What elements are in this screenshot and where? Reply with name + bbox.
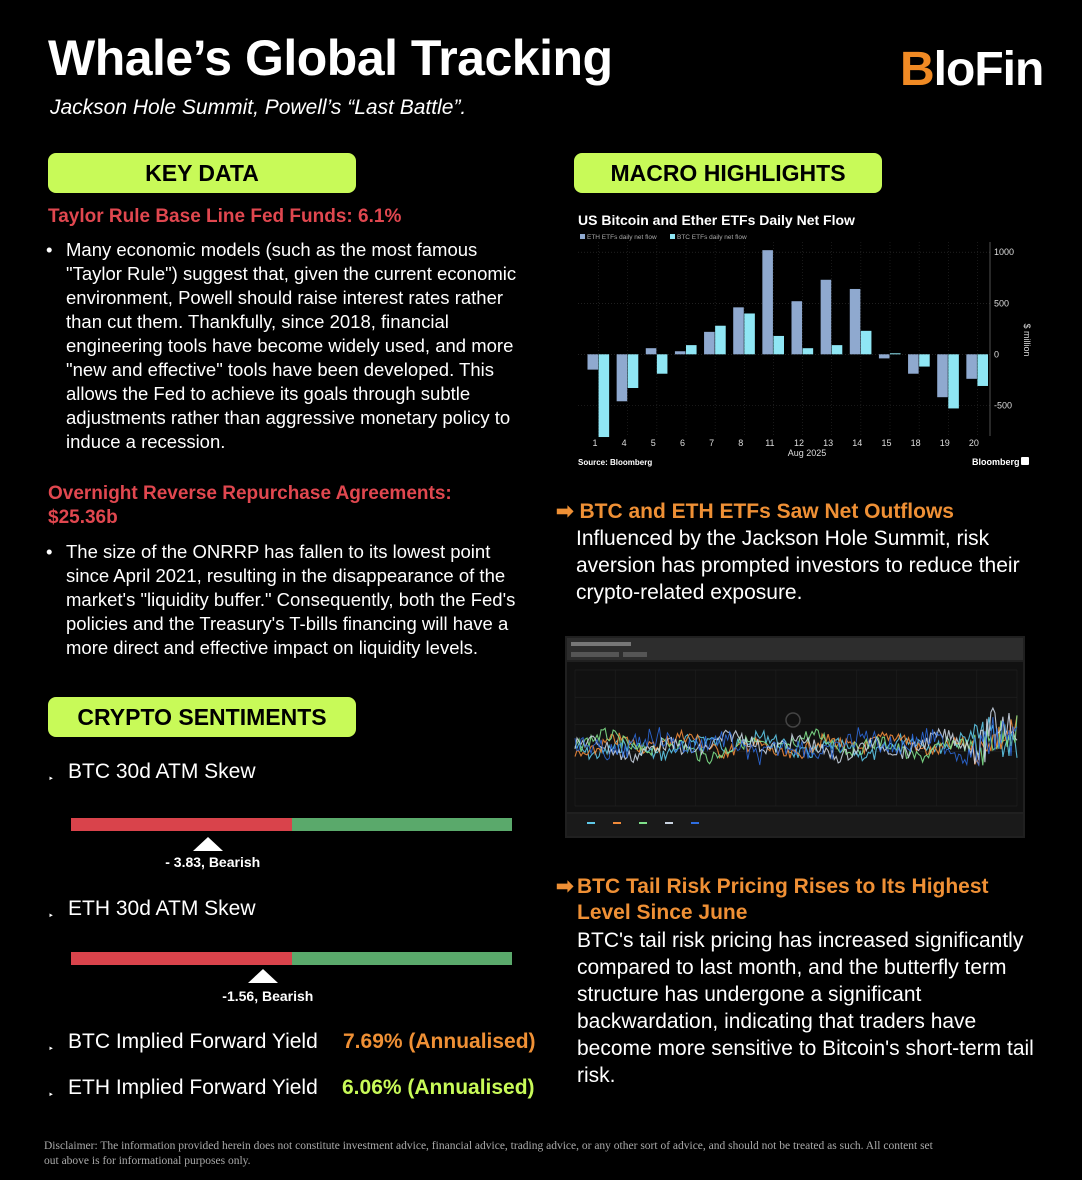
gauge-bullish-segment	[292, 818, 513, 831]
bar-btc	[948, 354, 959, 408]
bar-btc	[890, 353, 901, 354]
bullet-triangle: ‣	[48, 774, 54, 785]
btc-skew-value: - 3.83, Bearish	[165, 854, 261, 870]
page-title: Whale’s Global Tracking	[48, 30, 613, 86]
bar-eth	[937, 354, 948, 397]
bar-btc	[599, 354, 610, 437]
btc-skew-marker	[193, 837, 223, 851]
toolbar-title-placeholder[interactable]	[571, 642, 631, 646]
news1-heading: BTC and ETH ETFs Saw Net Outflows	[579, 500, 954, 523]
bar-eth	[704, 332, 715, 354]
chart-source: Source: Bloomberg	[578, 458, 653, 467]
bar-btc	[773, 336, 784, 354]
blofin-logo	[900, 40, 1043, 100]
bullet-dot: •	[46, 541, 53, 562]
y-tick-label: -500	[994, 400, 1013, 411]
legend-label: BTC ETFs daily net flow	[677, 234, 747, 241]
legend-swatch	[613, 822, 621, 824]
eth-yield-row	[48, 1075, 318, 1101]
eth-skew-marker	[248, 969, 278, 983]
news1-text: Influenced by the Jackson Hole Summit, risk aversion has prompted investors to reduce their crypto-related exposure.	[576, 527, 1020, 604]
etf-flow-chart	[572, 200, 1032, 472]
bar-eth	[879, 354, 890, 358]
x-tick-label: 18	[910, 438, 921, 448]
x-tick-label: 6	[679, 438, 685, 448]
key-data-label: KEY DATA	[48, 153, 356, 193]
bar-eth	[587, 354, 598, 369]
macro-highlights-label: MACRO HIGHLIGHTS	[574, 153, 882, 193]
eth-skew-gauge	[71, 952, 512, 1004]
volatility-chart	[565, 636, 1025, 838]
chart-y-axis-label: $ million	[1022, 323, 1032, 357]
legend-label: ETH ETFs daily net flow	[587, 234, 657, 241]
logo-text: loFin	[933, 43, 1044, 96]
onrrp-heading: Overnight Reverse Repurchase Agreements: $25.36b	[48, 483, 452, 528]
x-tick-label: 7	[709, 438, 715, 448]
btc-yield-row	[48, 1029, 318, 1055]
crypto-sentiments-label: CRYPTO SENTIMENTS	[48, 697, 356, 737]
legend-swatch	[639, 822, 647, 824]
bar-btc	[657, 354, 668, 373]
bar-eth	[908, 354, 919, 373]
btc-yield-value: 7.69% (Annualised)	[343, 1030, 536, 1053]
x-tick-label: 13	[823, 438, 834, 448]
bar-eth	[646, 348, 657, 354]
news2-heading: BTC Tail Risk Pricing Rises to Its Highest Level Since June	[577, 875, 989, 924]
toolbar-control[interactable]	[595, 652, 619, 657]
arrow-icon: ➡	[556, 875, 574, 898]
gauge-bearish-segment	[71, 818, 292, 831]
bar-eth	[675, 351, 686, 354]
arrow-icon: ➡	[556, 500, 574, 523]
page-subtitle: Jackson Hole Summit, Powell’s “Last Battle”.	[50, 96, 467, 119]
legend-swatch	[580, 234, 585, 239]
bar-btc	[628, 354, 639, 388]
y-tick-label: 0	[994, 349, 1000, 360]
bar-eth	[791, 301, 802, 354]
x-tick-label: 8	[738, 438, 744, 448]
eth-skew-label-row	[48, 896, 256, 922]
eth-yield-label: ETH Implied Forward Yield	[68, 1076, 318, 1099]
chart-title: US Bitcoin and Ether ETFs Daily Net Flow	[578, 212, 855, 228]
bloomberg-icon	[1021, 457, 1029, 465]
bar-eth	[733, 307, 744, 354]
x-tick-label: 11	[765, 438, 775, 448]
y-tick-label: 1000	[994, 247, 1015, 258]
x-tick-label: 5	[650, 438, 656, 448]
bloomberg-brand: Bloomberg	[972, 457, 1020, 467]
x-tick-label: 20	[968, 438, 979, 448]
x-tick-label: 1	[592, 438, 598, 448]
bullet-triangle: ‣	[48, 1090, 54, 1101]
bar-eth	[821, 280, 832, 355]
bar-btc	[744, 313, 755, 354]
bar-eth	[762, 250, 773, 354]
bar-eth	[966, 354, 977, 379]
bar-eth	[617, 354, 628, 401]
btc-skew-label: BTC 30d ATM Skew	[68, 760, 256, 783]
toolbar-control[interactable]	[623, 652, 647, 657]
btc-skew-label-row	[48, 759, 256, 785]
eth-skew-label: ETH 30d ATM Skew	[68, 897, 256, 920]
chart-x-axis-label: Aug 2025	[787, 448, 827, 458]
x-tick-label: 14	[852, 438, 863, 448]
bar-btc	[861, 331, 872, 354]
onrrp-body: The size of the ONRRP has fallen to its lowest point since April 2021, resulting in the disappearance of the market's "liquidity buffer." Consequently, both the Fed's policies and the Treasury's T-bills financing will have a more direct and effective impact on liquidity levels.	[66, 541, 516, 658]
taylor-rule-body: Many economic models (such as the most famous "Taylor Rule") suggest that, given the current economic environment, Powell should raise interest rates rather than cut them. Thankfully, since 2018, financial engineering tools have become widely used, and more "new and effective" tools have been developed. This allows the Fed to achieve its goals through subtle adjustments rather than aggressive monetary policy to induce a recession.	[66, 239, 517, 452]
taylor-rule-text	[46, 238, 536, 454]
chart-legend-bar	[567, 814, 1023, 836]
gauge-bullish-segment	[292, 952, 513, 965]
disclaimer: Disclaimer: The information provided herein does not constitute investment advice, financial advice, trading advice, or any other sort of advice, and should not be treated as such. All content set out above is for informational purposes only.	[44, 1140, 933, 1167]
bullet-dot: •	[46, 239, 53, 260]
toolbar-control[interactable]	[571, 652, 595, 657]
x-tick-label: 19	[939, 438, 950, 448]
eth-yield-value: 6.06% (Annualised)	[342, 1076, 535, 1099]
legend-swatch	[587, 822, 595, 824]
bar-btc	[686, 345, 697, 354]
bar-btc	[919, 354, 930, 366]
news2-text: BTC's tail risk pricing has increased significantly compared to last month, and the butterfly term structure has undergone a significant backwardation, indicating that traders have become more sensitive to Bitcoin's short-term tail risk.	[577, 929, 1034, 1087]
logo-mark: B	[900, 43, 934, 96]
y-tick-label: 500	[994, 298, 1010, 309]
bar-btc	[803, 348, 814, 354]
legend-swatch	[670, 234, 675, 239]
x-tick-label: 15	[881, 438, 892, 448]
legend-swatch	[665, 822, 673, 824]
legend-swatch	[691, 822, 699, 824]
x-tick-label: 12	[794, 438, 805, 448]
onrrp-text	[46, 540, 536, 660]
eth-skew-value: -1.56, Bearish	[222, 988, 314, 1004]
btc-skew-gauge	[71, 818, 512, 870]
news1-heading-row	[556, 499, 954, 525]
bar-btc	[832, 345, 843, 354]
x-tick-label: 4	[621, 438, 627, 448]
bar-eth	[850, 289, 861, 354]
news2-heading-row	[556, 874, 1036, 926]
taylor-rule-heading: Taylor Rule Base Line Fed Funds: 6.1%	[48, 206, 402, 227]
gauge-bearish-segment	[71, 952, 292, 965]
bar-btc	[715, 326, 726, 355]
bullet-triangle: ‣	[48, 911, 54, 922]
btc-yield-label: BTC Implied Forward Yield	[68, 1030, 318, 1053]
bar-btc	[977, 354, 988, 386]
bullet-triangle: ‣	[48, 1044, 54, 1055]
